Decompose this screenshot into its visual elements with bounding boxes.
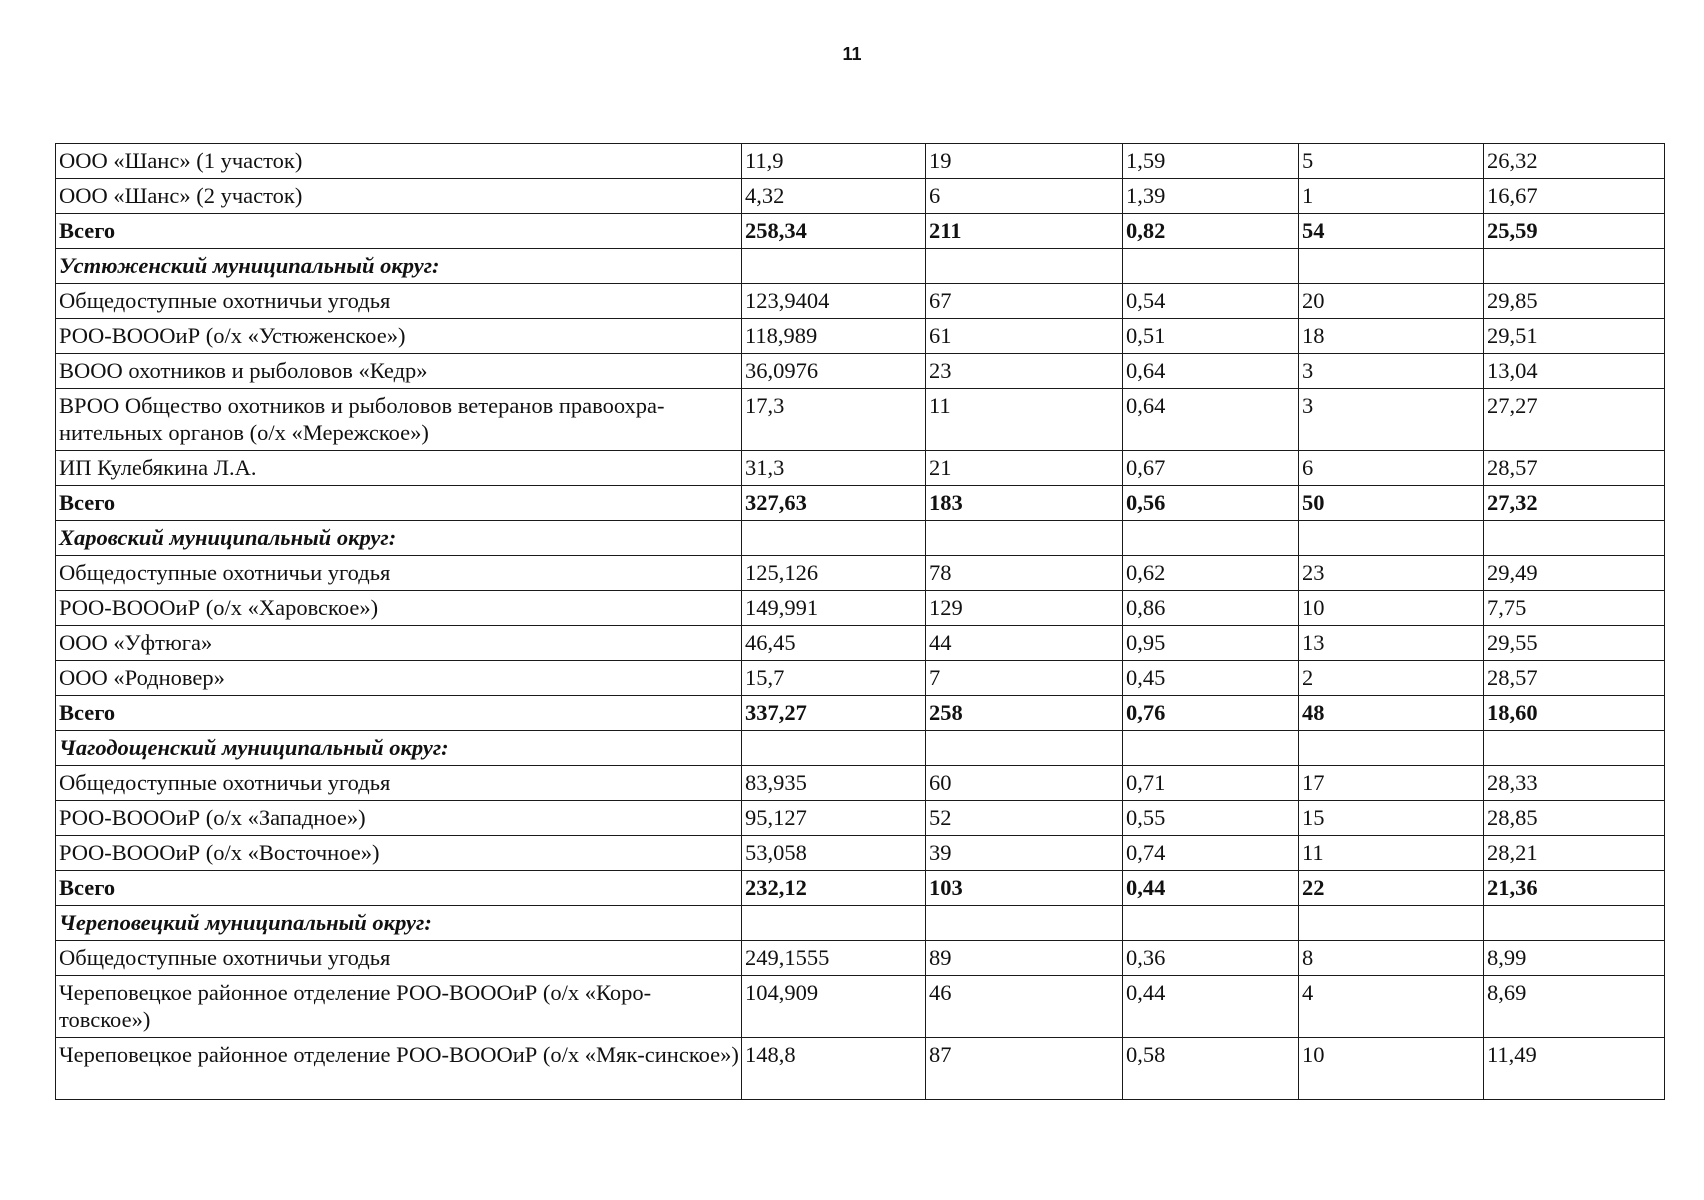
cell-count: 211 (926, 214, 1123, 249)
cell-count (926, 731, 1123, 766)
cell-percent: 21,36 (1484, 871, 1665, 906)
cell-percent: 18,60 (1484, 696, 1665, 731)
cell-area: 83,935 (742, 766, 926, 801)
cell-area: 123,9404 (742, 284, 926, 319)
section-header-row (56, 906, 1665, 941)
cell-percent: 8,69 (1484, 976, 1665, 1038)
table-row (56, 941, 1665, 976)
table-body (56, 144, 1665, 1100)
cell-percent: 27,32 (1484, 486, 1665, 521)
cell-quota: 11 (1299, 836, 1484, 871)
hunting-grounds-table (55, 143, 1665, 1100)
cell-density: 0,86 (1123, 591, 1299, 626)
cell-quota: 17 (1299, 766, 1484, 801)
cell-percent (1484, 731, 1665, 766)
cell-area (742, 731, 926, 766)
cell-density: 0,71 (1123, 766, 1299, 801)
cell-density: 0,64 (1123, 354, 1299, 389)
table-row (56, 179, 1665, 214)
cell-count: 258 (926, 696, 1123, 731)
cell-quota: 18 (1299, 319, 1484, 354)
cell-area (742, 249, 926, 284)
cell-organization: Всего (56, 871, 742, 906)
cell-quota: 54 (1299, 214, 1484, 249)
cell-density: 0,64 (1123, 389, 1299, 451)
table-row (56, 801, 1665, 836)
table-row (56, 389, 1665, 451)
cell-organization: Череповецкое районное отделение РОО-ВОООиР (о/х «Коро-товское») (56, 976, 742, 1038)
cell-percent: 11,49 (1484, 1038, 1665, 1100)
table-row (56, 661, 1665, 696)
cell-organization: Череповецкое районное отделение РОО-ВОООиР (о/х «Мяк-синское») (56, 1038, 742, 1100)
cell-organization: ООО «Уфтюга» (56, 626, 742, 661)
cell-area: 327,63 (742, 486, 926, 521)
cell-area: 36,0976 (742, 354, 926, 389)
cell-density (1123, 731, 1299, 766)
cell-organization: РОО-ВОООиР (о/х «Восточное») (56, 836, 742, 871)
table-row (56, 626, 1665, 661)
cell-organization: Всего (56, 486, 742, 521)
cell-area: 53,058 (742, 836, 926, 871)
table-row (56, 354, 1665, 389)
cell-percent: 29,85 (1484, 284, 1665, 319)
cell-quota: 23 (1299, 556, 1484, 591)
cell-percent: 8,99 (1484, 941, 1665, 976)
cell-quota: 3 (1299, 354, 1484, 389)
cell-organization: ООО «Шанс» (1 участок) (56, 144, 742, 179)
cell-percent: 28,21 (1484, 836, 1665, 871)
cell-percent: 27,27 (1484, 389, 1665, 451)
cell-area: 104,909 (742, 976, 926, 1038)
cell-density: 1,39 (1123, 179, 1299, 214)
cell-organization: Устюженский муниципальный округ: (56, 249, 742, 284)
cell-quota: 10 (1299, 1038, 1484, 1100)
cell-organization: Общедоступные охотничьи угодья (56, 556, 742, 591)
total-row (56, 214, 1665, 249)
section-header-row (56, 731, 1665, 766)
cell-percent: 29,55 (1484, 626, 1665, 661)
cell-organization: ИП Кулебякина Л.А. (56, 451, 742, 486)
cell-count: 67 (926, 284, 1123, 319)
table-row (56, 284, 1665, 319)
cell-density: 1,59 (1123, 144, 1299, 179)
cell-quota: 48 (1299, 696, 1484, 731)
table-row (56, 451, 1665, 486)
cell-organization: ВООО охотников и рыболовов «Кедр» (56, 354, 742, 389)
cell-quota: 10 (1299, 591, 1484, 626)
cell-density: 0,95 (1123, 626, 1299, 661)
cell-count: 39 (926, 836, 1123, 871)
cell-count (926, 906, 1123, 941)
cell-count: 44 (926, 626, 1123, 661)
cell-area: 15,7 (742, 661, 926, 696)
cell-organization: Общедоступные охотничьи угодья (56, 941, 742, 976)
cell-count: 46 (926, 976, 1123, 1038)
cell-quota (1299, 906, 1484, 941)
cell-density: 0,67 (1123, 451, 1299, 486)
cell-organization: РОО-ВОООиР (о/х «Харовское») (56, 591, 742, 626)
cell-density (1123, 906, 1299, 941)
cell-area: 31,3 (742, 451, 926, 486)
cell-organization: Общедоступные охотничьи угодья (56, 284, 742, 319)
cell-count: 6 (926, 179, 1123, 214)
cell-percent (1484, 906, 1665, 941)
cell-density: 0,56 (1123, 486, 1299, 521)
cell-organization: Чагодощенский муниципальный округ: (56, 731, 742, 766)
cell-quota (1299, 521, 1484, 556)
page-number: 11 (842, 44, 862, 64)
cell-density (1123, 521, 1299, 556)
cell-organization: Харовский муниципальный округ: (56, 521, 742, 556)
table-row (56, 319, 1665, 354)
cell-area: 148,8 (742, 1038, 926, 1100)
cell-count: 60 (926, 766, 1123, 801)
cell-area: 118,989 (742, 319, 926, 354)
cell-density: 0,36 (1123, 941, 1299, 976)
cell-organization: ООО «Родновер» (56, 661, 742, 696)
cell-area: 95,127 (742, 801, 926, 836)
cell-area: 11,9 (742, 144, 926, 179)
cell-organization: Общедоступные охотничьи угодья (56, 766, 742, 801)
cell-percent: 28,33 (1484, 766, 1665, 801)
cell-density: 0,54 (1123, 284, 1299, 319)
cell-organization: РОО-ВОООиР (о/х «Устюженское») (56, 319, 742, 354)
cell-percent (1484, 521, 1665, 556)
cell-percent: 28,57 (1484, 661, 1665, 696)
cell-quota: 20 (1299, 284, 1484, 319)
cell-density: 0,45 (1123, 661, 1299, 696)
cell-density: 0,76 (1123, 696, 1299, 731)
cell-density: 0,62 (1123, 556, 1299, 591)
table-row (56, 766, 1665, 801)
cell-percent: 29,51 (1484, 319, 1665, 354)
total-row (56, 486, 1665, 521)
cell-area: 4,32 (742, 179, 926, 214)
cell-density: 0,74 (1123, 836, 1299, 871)
cell-area: 249,1555 (742, 941, 926, 976)
cell-count: 183 (926, 486, 1123, 521)
cell-quota (1299, 731, 1484, 766)
cell-organization: Всего (56, 214, 742, 249)
cell-quota: 4 (1299, 976, 1484, 1038)
cell-quota: 1 (1299, 179, 1484, 214)
cell-quota: 22 (1299, 871, 1484, 906)
cell-organization: РОО-ВОООиР (о/х «Западное») (56, 801, 742, 836)
cell-area: 232,12 (742, 871, 926, 906)
cell-count: 103 (926, 871, 1123, 906)
cell-count: 87 (926, 1038, 1123, 1100)
cell-count: 21 (926, 451, 1123, 486)
cell-quota: 8 (1299, 941, 1484, 976)
section-header-row (56, 521, 1665, 556)
cell-quota: 50 (1299, 486, 1484, 521)
cell-organization: Всего (56, 696, 742, 731)
cell-area (742, 906, 926, 941)
cell-quota: 13 (1299, 626, 1484, 661)
cell-area: 17,3 (742, 389, 926, 451)
cell-density: 0,44 (1123, 976, 1299, 1038)
cell-density: 0,44 (1123, 871, 1299, 906)
cell-count: 52 (926, 801, 1123, 836)
cell-percent: 25,59 (1484, 214, 1665, 249)
cell-quota (1299, 249, 1484, 284)
cell-area: 125,126 (742, 556, 926, 591)
cell-count: 129 (926, 591, 1123, 626)
cell-density (1123, 249, 1299, 284)
cell-area (742, 521, 926, 556)
cell-percent: 26,32 (1484, 144, 1665, 179)
cell-density: 0,82 (1123, 214, 1299, 249)
total-row (56, 871, 1665, 906)
table-row (56, 1038, 1665, 1100)
cell-organization: ООО «Шанс» (2 участок) (56, 179, 742, 214)
cell-count: 89 (926, 941, 1123, 976)
cell-percent: 16,67 (1484, 179, 1665, 214)
cell-area: 46,45 (742, 626, 926, 661)
cell-count: 23 (926, 354, 1123, 389)
table-row (56, 556, 1665, 591)
table-row (56, 976, 1665, 1038)
cell-percent: 28,57 (1484, 451, 1665, 486)
cell-percent: 28,85 (1484, 801, 1665, 836)
cell-count (926, 521, 1123, 556)
cell-organization: Череповецкий муниципальный округ: (56, 906, 742, 941)
cell-quota: 3 (1299, 389, 1484, 451)
cell-count: 61 (926, 319, 1123, 354)
cell-quota: 6 (1299, 451, 1484, 486)
cell-density: 0,55 (1123, 801, 1299, 836)
cell-percent: 13,04 (1484, 354, 1665, 389)
cell-count: 11 (926, 389, 1123, 451)
table-row (56, 591, 1665, 626)
cell-area: 258,34 (742, 214, 926, 249)
cell-density: 0,51 (1123, 319, 1299, 354)
cell-quota: 5 (1299, 144, 1484, 179)
table-row (56, 836, 1665, 871)
total-row (56, 696, 1665, 731)
cell-quota: 15 (1299, 801, 1484, 836)
cell-count (926, 249, 1123, 284)
cell-count: 78 (926, 556, 1123, 591)
cell-percent: 7,75 (1484, 591, 1665, 626)
cell-area: 149,991 (742, 591, 926, 626)
cell-count: 19 (926, 144, 1123, 179)
cell-density: 0,58 (1123, 1038, 1299, 1100)
cell-area: 337,27 (742, 696, 926, 731)
cell-percent (1484, 249, 1665, 284)
cell-percent: 29,49 (1484, 556, 1665, 591)
cell-organization: ВРОО Общество охотников и рыболовов ветеранов правоохра-нительных органов (о/х «Мережское») (56, 389, 742, 451)
table-row (56, 144, 1665, 179)
cell-quota: 2 (1299, 661, 1484, 696)
cell-count: 7 (926, 661, 1123, 696)
section-header-row (56, 249, 1665, 284)
